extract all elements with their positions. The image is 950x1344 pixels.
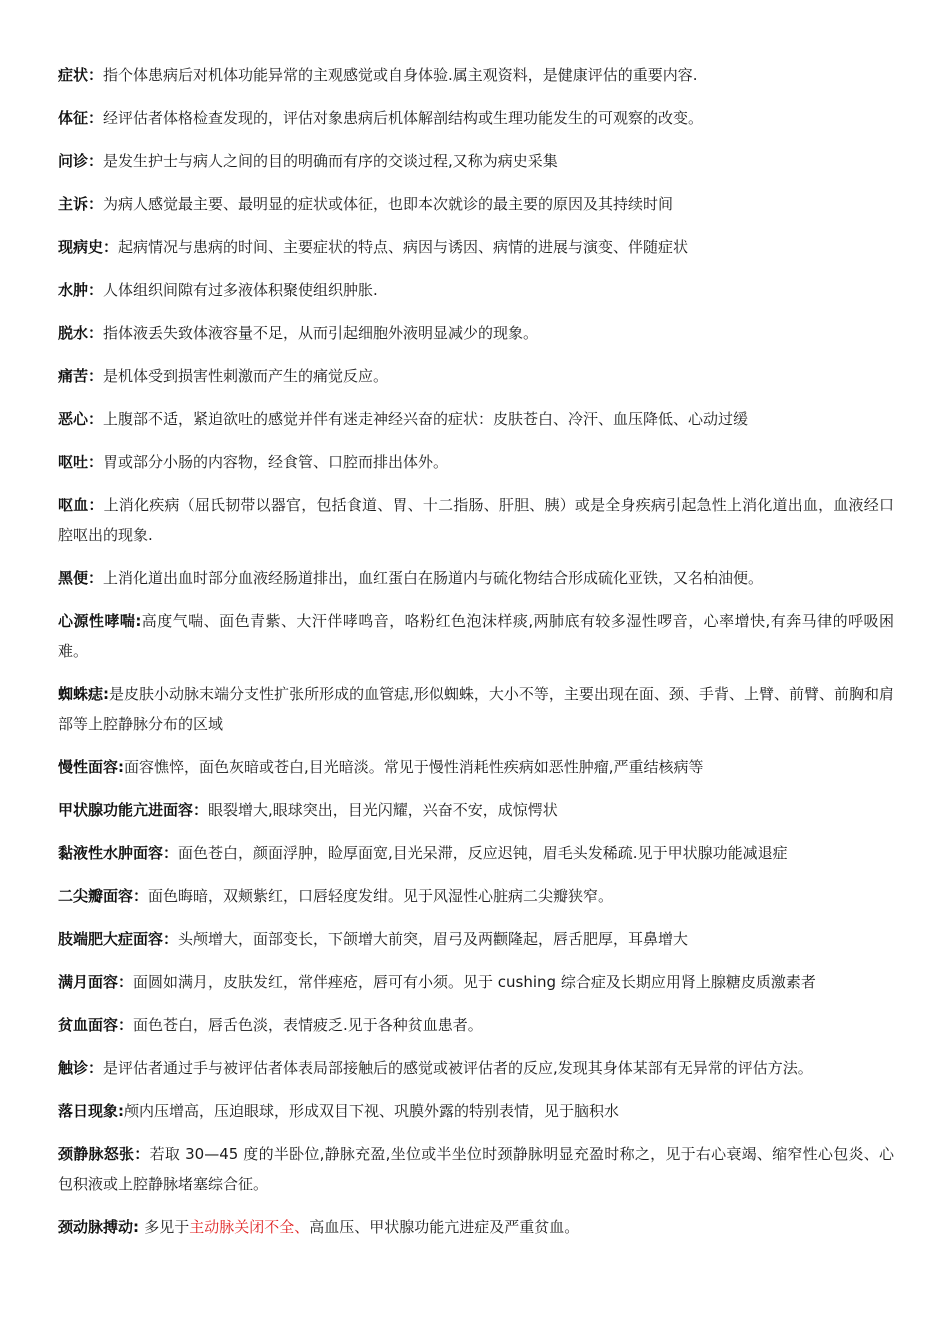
definition-text: 上消化疾病（屈氏韧带以器官，包括食道、胃、十二指肠、肝胆、胰）或是全身疾病引起急性上消化道出血，血液经口腔呕出的现象. — [58, 496, 894, 544]
definition-entry — [58, 318, 894, 348]
term-separator: ： — [88, 569, 104, 587]
definition-text: 面色苍白，颜面浮肿，睑厚面宽,目光呆滞，反应迟钝，眉毛头发稀疏.见于甲状腺功能减退症 — [178, 844, 788, 862]
term-separator: ： — [88, 324, 104, 342]
definition-text: 面色苍白，唇舌色淡，表情疲乏.见于各种贫血患者。 — [133, 1016, 483, 1034]
term-separator: ： — [88, 453, 104, 471]
definition-text: 人体组织间隙有过多液体积聚使组织肿胀. — [103, 281, 378, 299]
definition-term: 满月面容 — [58, 973, 119, 991]
definition-term: 主诉 — [58, 195, 89, 213]
definition-term: 贫血面容 — [58, 1016, 119, 1034]
term-separator: ： — [163, 844, 179, 862]
term-separator: ： — [88, 1059, 104, 1077]
definition-entry — [58, 1053, 894, 1083]
definition-text: 经评估者体格检查发现的，评估对象患病后机体解剖结构或生理功能发生的可观察的改变。 — [103, 109, 704, 127]
definition-entry — [58, 1212, 894, 1242]
term-separator: ： — [103, 238, 119, 256]
definition-entry — [58, 838, 894, 868]
term-separator: : — [135, 612, 142, 630]
definition-term: 颈动脉搏动: — [58, 1218, 140, 1236]
definition-text: 面容憔悴，面色灰暗或苍白,目光暗淡。常见于慢性消耗性疾病如恶性肿瘤,严重结核病等 — [124, 758, 704, 776]
definition-entry — [58, 361, 894, 391]
term-separator: ： — [88, 66, 104, 84]
definition-term: 问诊 — [58, 152, 89, 170]
definition-text: 指体液丢失致体液容量不足，从而引起细胞外液明显减少的现象。 — [103, 324, 539, 342]
definition-term: 黑便 — [58, 569, 89, 587]
definition-entry — [58, 189, 894, 219]
definition-text: 胃或部分小肠的内容物，经食管、口腔而排出体外。 — [103, 453, 449, 471]
definition-entry — [58, 232, 894, 262]
definition-entry — [58, 490, 894, 550]
definition-entry — [58, 1010, 894, 1040]
definition-text: 头颅增大，面部变长，下颌增大前突，眉弓及两颧隆起，唇舌肥厚，耳鼻增大 — [178, 930, 689, 948]
term-separator: ： — [88, 152, 104, 170]
definition-term: 颈静脉怒张 — [58, 1145, 135, 1163]
definition-text: 多见于 — [144, 1218, 190, 1236]
definition-text: 面色晦暗，双颊紫红，口唇轻度发绀。见于风湿性心脏病二尖瓣狭窄。 — [148, 887, 614, 905]
definition-term: 症状 — [58, 66, 89, 84]
definition-text: 是评估者通过手与被评估者体表局部接触后的感觉或被评估者的反应,发现其身体某部有无异常的评估方法。 — [103, 1059, 813, 1077]
definition-text: 高血压、甲状腺功能亢进症及严重贫血。 — [309, 1218, 580, 1236]
definition-term: 呕血 — [58, 496, 89, 514]
term-separator: ： — [193, 801, 209, 819]
definition-text: 上消化道出血时部分血液经肠道排出，血红蛋白在肠道内与硫化物结合形成硫化亚铁，又名柏油便。 — [103, 569, 764, 587]
definition-list — [58, 60, 894, 1199]
term-separator: ： — [88, 367, 104, 385]
definition-text: 高度气喘、面色青紫、大汗伴哮鸣音，咯粉红色泡沫样痰,两肺底有较多湿性啰音，心率增快,有奔马律的呼吸困难。 — [58, 612, 894, 660]
highlighted-text: 主动脉关闭不全、 — [189, 1218, 310, 1236]
definition-term: 二尖瓣面容 — [58, 887, 134, 905]
definition-entry — [58, 679, 894, 739]
definition-term: 心源性哮喘 — [58, 612, 136, 630]
definition-entry — [58, 146, 894, 176]
definition-term: 体征 — [58, 109, 89, 127]
definition-text: 指个体患病后对机体功能异常的主观感觉或自身体验.属主观资料，是健康评估的重要内容. — [103, 66, 698, 84]
definition-entry — [58, 60, 894, 90]
definition-term: 呕吐 — [58, 453, 89, 471]
definition-text: 是皮肤小动脉末端分支性扩张所形成的血管痣,形似蜘蛛，大小不等，主要出现在面、颈、手背、上臂、前臂、前胸和肩部等上腔静脉分布的区域 — [58, 685, 894, 733]
definition-term: 水肿 — [58, 281, 89, 299]
definition-entry — [58, 752, 894, 782]
definition-entry — [58, 103, 894, 133]
document-page — [58, 60, 894, 1255]
definition-term: 蜘蛛痣 — [58, 685, 104, 703]
definition-text: 颅内压增高，压迫眼球，形成双目下视、巩膜外露的特别表情，见于脑积水 — [124, 1102, 620, 1120]
definition-text: 为病人感觉最主要、最明显的症状或体征，也即本次就诊的最主要的原因及其持续时间 — [103, 195, 674, 213]
definition-term: 脱水 — [58, 324, 89, 342]
definition-entry — [58, 924, 894, 954]
term-separator: ： — [163, 930, 179, 948]
definition-text: 起病情况与患病的时间、主要症状的特点、病因与诱因、病情的进展与演变、伴随症状 — [118, 238, 689, 256]
definition-entry — [58, 967, 894, 997]
definition-entry — [58, 606, 894, 666]
definition-term: 甲状腺功能亢进面容 — [58, 801, 194, 819]
definition-text: 上腹部不适，紧迫欲吐的感觉并伴有迷走神经兴奋的症状：皮肤苍白、冷汗、血压降低、心动过缓 — [103, 410, 749, 428]
term-separator: : — [103, 685, 110, 703]
term-separator: ： — [133, 887, 149, 905]
definition-text: 面圆如满月，皮肤发红，常伴痤疮，唇可有小须。见于 cushing 综合症及长期应用肾上腺糖皮质激素者 — [133, 973, 816, 991]
definition-entry — [58, 404, 894, 434]
definition-term: 黏液性水肿面容 — [58, 844, 164, 862]
definition-entry — [58, 795, 894, 825]
term-separator: ： — [88, 195, 104, 213]
term-separator: : — [118, 758, 125, 776]
definition-text: 是发生护士与病人之间的目的明确而有序的交谈过程,又称为病史采集 — [103, 152, 558, 170]
definition-term: 肢端肥大症面容 — [58, 930, 164, 948]
definition-entry — [58, 563, 894, 593]
definition-entry — [58, 447, 894, 477]
definition-entry — [58, 881, 894, 911]
term-separator: ： — [88, 496, 104, 514]
definition-entry — [58, 275, 894, 305]
term-separator: ： — [88, 281, 104, 299]
definition-text: 眼裂增大,眼球突出，目光闪耀，兴奋不安，成惊愕状 — [208, 801, 558, 819]
definition-text: 是机体受到损害性刺激而产生的痛觉反应。 — [103, 367, 389, 385]
definition-term: 触诊 — [58, 1059, 89, 1077]
definition-entry — [58, 1139, 894, 1199]
definition-term: 慢性面容 — [58, 758, 119, 776]
term-separator: ： — [88, 410, 104, 428]
definition-term: 痛苦 — [58, 367, 89, 385]
term-separator: ： — [118, 1016, 134, 1034]
definition-term: 现病史 — [58, 238, 104, 256]
term-separator: ： — [118, 973, 134, 991]
definition-term: 恶心 — [58, 410, 89, 428]
term-separator: ： — [134, 1145, 150, 1163]
definition-entry — [58, 1096, 894, 1126]
definition-text: 若取 30—45 度的半卧位,静脉充盈,坐位或半坐位时颈静脉明显充盈时称之，见于右心衰竭、缩窄性心包炎、心包积液或上腔静脉堵塞综合征。 — [58, 1145, 894, 1193]
definition-term: 落日现象 — [58, 1102, 119, 1120]
term-separator: ： — [88, 109, 104, 127]
term-separator: : — [118, 1102, 125, 1120]
